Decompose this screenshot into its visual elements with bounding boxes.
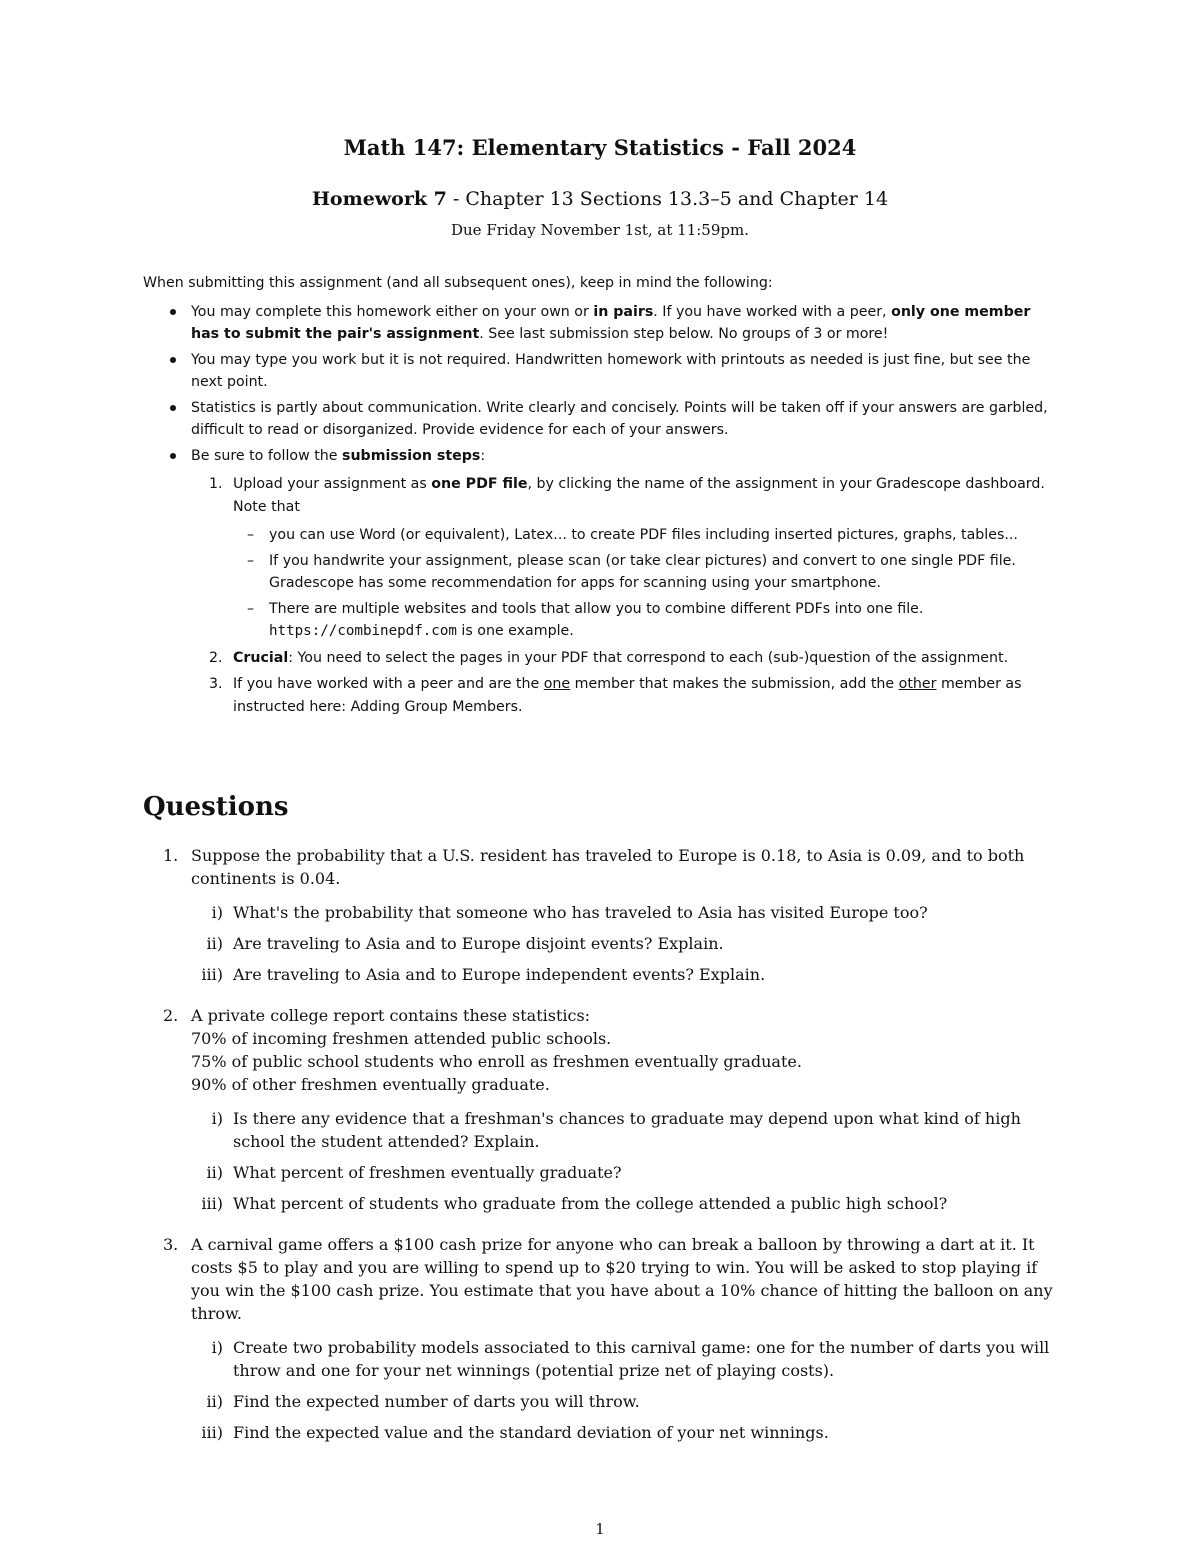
- subquestion-text: Create two probability models associated to this carnival game: one for the number of darts you will throw and one for your net winnings (potential prize net of playing costs).: [233, 1338, 1050, 1380]
- instruction-submission-steps: [143, 445, 1061, 719]
- text: . If you have worked with a peer,: [653, 303, 892, 320]
- subquestion-number: i): [211, 1338, 223, 1357]
- subquestion-text: Are traveling to Asia and to Europe disjoint events? Explain.: [233, 934, 724, 953]
- subquestion-number: i): [211, 1109, 223, 1128]
- subquestions: [191, 1107, 1061, 1215]
- step-upload: [191, 473, 1061, 643]
- question-number: 1.: [163, 846, 179, 865]
- instructions-intro: When submitting this assignment (and all subsequent ones), keep in mind the following:: [143, 275, 773, 291]
- question-text: A private college report contains these statistics:: [191, 1006, 591, 1025]
- note-handwrite: – If you handwrite your assignment, please scan (or take clear pictures) and convert to one single PDF file. Gradescope has some recommendation for apps for scanning using your smartphone.: [233, 550, 1061, 595]
- question-number: 2.: [163, 1006, 179, 1025]
- step-select-pages: [191, 647, 1061, 670]
- homework-chapters: - Chapter 13 Sections 13.3–5 and Chapter 14: [446, 188, 889, 210]
- course-title: Math 147: Elementary Statistics - Fall 2024: [343, 135, 857, 160]
- subquestion-number: iii): [201, 965, 223, 984]
- question-2: [143, 1004, 1061, 1215]
- instruction-typing: You may type you work but it is not required. Handwritten homework with printouts as needed is just fine, but see the next point.: [143, 349, 1061, 394]
- subquestion-text: Are traveling to Asia and to Europe independent events? Explain.: [233, 965, 766, 984]
- question-number: 3.: [163, 1235, 179, 1254]
- subquestion-number: i): [211, 903, 223, 922]
- text: member that makes the submission, add the: [570, 676, 899, 692]
- underlined-text: one: [543, 676, 571, 692]
- text: You may complete this homework either on your own or: [191, 303, 594, 320]
- questions-heading: Questions: [143, 792, 289, 822]
- bold-text: Crucial: [233, 649, 289, 666]
- text: is one example.: [456, 623, 574, 639]
- bold-text: submission steps: [342, 447, 481, 464]
- subquestions: [191, 901, 1061, 986]
- instruction-pairs: [143, 301, 1061, 346]
- note-word-latex: – you can use Word (or equivalent), Latex... to create PDF files including inserted pictures, graphs, tables...: [233, 524, 1061, 547]
- questions-list: [143, 844, 1061, 1462]
- subquestion: [191, 901, 1061, 924]
- homework-subtitle: [0, 188, 1200, 210]
- homework-label: Homework 7: [311, 188, 447, 210]
- text: . See last submission step below. No groups of 3 or more!: [479, 326, 889, 342]
- submission-instructions: [143, 272, 1061, 722]
- subquestion-text: Is there any evidence that a freshman's chances to graduate may depend upon what kind of high school the student attended? Explain.: [233, 1109, 1021, 1151]
- note-combine: [233, 598, 1061, 643]
- subquestion-text: Find the expected number of darts you will throw.: [233, 1392, 640, 1411]
- page-number: 1: [595, 1520, 605, 1538]
- subquestions: [191, 1336, 1061, 1444]
- subquestion-text: Find the expected value and the standard deviation of your net winnings.: [233, 1423, 829, 1442]
- text: If you have worked with a peer and are the: [233, 676, 544, 692]
- subquestion-number: iii): [201, 1194, 223, 1213]
- statistic-line: 75% of public school students who enroll as freshmen eventually graduate.: [191, 1052, 802, 1071]
- text: member as instructed here:: [233, 676, 1022, 715]
- subquestion-text: What percent of students who graduate from the college attended a public high school?: [233, 1194, 948, 1213]
- submission-steps-list: [191, 473, 1061, 718]
- due-date: Due Friday November 1st, at 11:59pm.: [450, 221, 749, 239]
- subquestion: [191, 1161, 1061, 1184]
- subquestion: [191, 1421, 1061, 1444]
- subquestion-number: ii): [206, 1392, 223, 1411]
- text: .: [517, 698, 523, 715]
- subquestion: [191, 1107, 1061, 1153]
- underlined-text: other: [898, 676, 937, 692]
- text: Upload your assignment as: [233, 476, 432, 492]
- text: Be sure to follow the: [191, 447, 343, 464]
- subquestion-number: iii): [201, 1423, 223, 1442]
- text: , by clicking the name of the assignment in your Gradescope dashboard. Note that: [233, 476, 1045, 515]
- statistic-line: 90% of other freshmen eventually graduate.: [191, 1075, 550, 1094]
- text: There are multiple websites and tools that allow you to combine different PDFs into one file.: [269, 600, 924, 617]
- subquestion-number: ii): [206, 1163, 223, 1182]
- step-add-member: [191, 673, 1061, 718]
- question-text: A carnival game offers a $100 cash prize for anyone who can break a balloon by throwing a dart at it. It costs $5 to play and you are willing to spend up to $20 trying to win. You will be asked to stop playing if you win the $100 cash prize. You estimate that you have about a 10% chance of hitting the balloon on any throw.: [191, 1235, 1053, 1323]
- step-number: 2.: [209, 649, 223, 666]
- question-text: Suppose the probability that a U.S. resident has traveled to Europe is 0.18, to Asia is 0.09, and to both continents is 0.04.: [191, 846, 1025, 888]
- question-3: [143, 1233, 1061, 1444]
- step-number: 3.: [209, 676, 223, 692]
- subquestion: [191, 1336, 1061, 1382]
- combinepdf-link[interactable]: https://combinepdf.com: [269, 623, 457, 639]
- statistic-line: 70% of incoming freshmen attended public schools.: [191, 1029, 612, 1048]
- subquestion-number: ii): [206, 934, 223, 953]
- instructions-list: [143, 301, 1061, 719]
- subquestion-text: What's the probability that someone who has traveled to Asia has visited Europe too?: [233, 903, 928, 922]
- upload-notes: [233, 524, 1061, 643]
- instruction-communication: Statistics is partly about communication. Write clearly and concisely. Points will be taken off if your answers are garbled, difficult to read or disorganized. Provide evidence for each of your answers.: [143, 397, 1061, 442]
- step-number: 1.: [209, 476, 223, 492]
- subquestion-text: What percent of freshmen eventually graduate?: [233, 1163, 622, 1182]
- subquestion: [191, 1390, 1061, 1413]
- subquestion: [191, 1192, 1061, 1215]
- adding-group-members-link[interactable]: Adding Group Members: [350, 698, 518, 715]
- bold-text: one PDF file: [431, 476, 528, 492]
- subquestion: [191, 932, 1061, 955]
- bold-text: in pairs: [593, 303, 654, 320]
- question-1: [143, 844, 1061, 986]
- text: :: [480, 447, 486, 464]
- subquestion: [191, 963, 1061, 986]
- bold-text: only one member has to submit the pair's assignment: [191, 303, 1031, 342]
- text: : You need to select the pages in your PDF that correspond to each (sub-)question of the assignment.: [288, 649, 1009, 666]
